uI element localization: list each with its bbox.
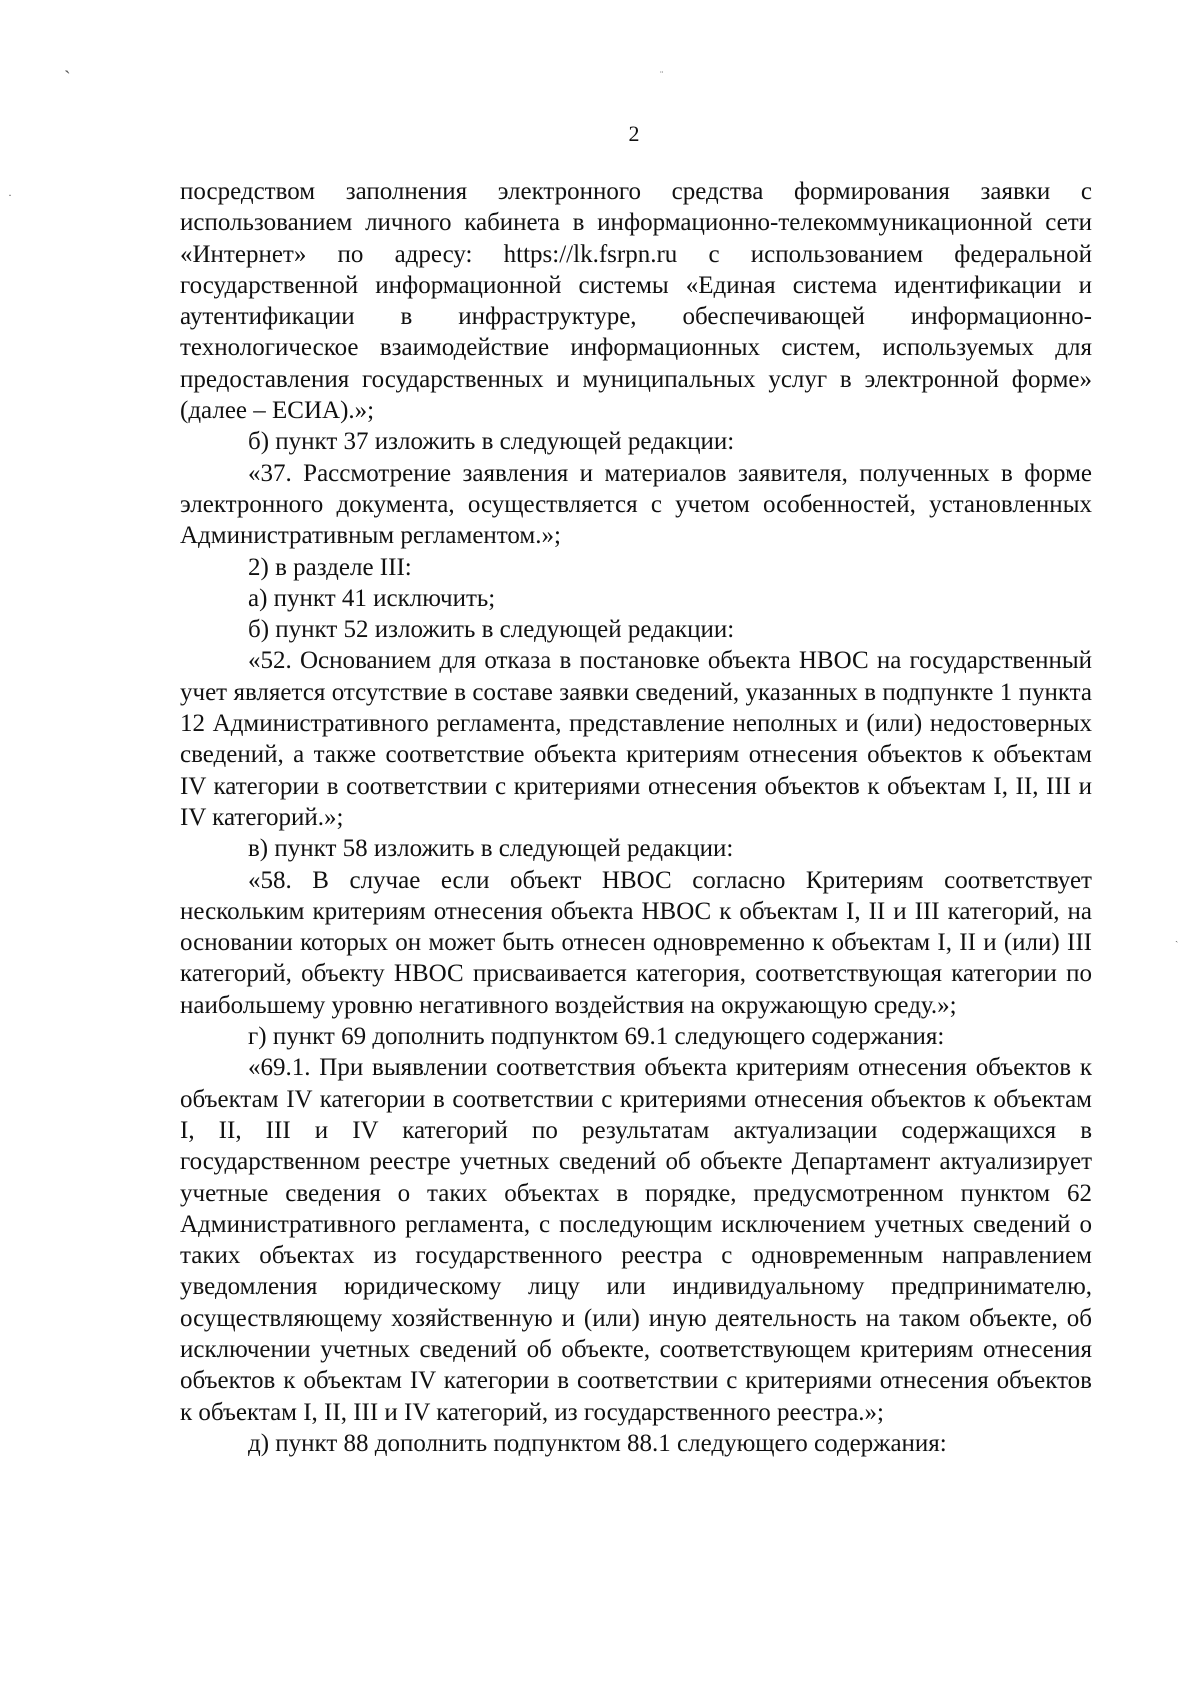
- document-body: [180, 176, 1092, 1459]
- scan-mark: ˎ: [1175, 932, 1179, 943]
- paragraph-quote: «58. В случае если объект НВОС согласно Критериям соответствует нескольким критериям отнесения объекта НВОС к объектам I, II и III категорий, на основании которых он может быть отнесен одновременно к объектам I, II и (или) III категорий, объекту НВОС присваивается категория, соответствующая категории по наибольшему уровню негативного воздействия на окружающую среду.»;: [180, 866, 1092, 1019]
- paragraph-item: 2) в разделе III:: [248, 553, 412, 581]
- page-number: 2: [628, 121, 640, 146]
- paragraph-intro: посредством заполнения электронного средства формирования заявки с использованием личного кабинета в информационно-телекоммуникационной сети «Интернет» по адресу: https://lk.fsrpn.ru с использованием федеральной государственной информационной системы «Единая система идентификации и аутентификации в инфраструктуре, обеспечивающей информационно-технологическое взаимодействие информационных систем, используемых для предоставления государственных и муниципальных услуг в электронной форме» (далее – ЕСИА).»;: [180, 178, 1092, 425]
- paragraph-item: г) пункт 69 дополнить подпунктом 69.1 следующего содержания:: [248, 1023, 945, 1051]
- paragraph-quote: «69.1. При выявлении соответствия объекта критериям отнесения объектов к объектам IV категории в соответствии с критериями отнесения объектов к объектам I, II, III и IV категорий по результатам актуализации содержащихся в государственном реестре учетных сведений об объекте Департамент актуализирует учетные сведения о таких объектах в порядке, предусмотренном пунктом 62 Административного регламента, с последующим исключением учетных сведений о таких объектах из государственного реестра с одновременным направлением уведомления юридическому лицу или индивидуальному предпринимателю, осуществляющему хозяйственную и (или) иную деятельность на таком объекте, об исключении учетных сведений об объекте, соответствующем критериям отнесения объектов к объектам IV категории в соответствии с критериями отнесения объектов к объектам I, II, III и IV категорий, из государственного реестра.»;: [180, 1054, 1092, 1426]
- paragraph-quote: «37. Рассмотрение заявления и материалов заявителя, полученных в форме электронного документа, осуществляется с учетом особенностей, установленных Административным регламентом.»;: [180, 459, 1092, 550]
- paragraph-item: д) пункт 88 дополнить подпунктом 88.1 следующего содержания:: [248, 1429, 947, 1457]
- paragraph-item: б) пункт 37 изложить в следующей редакции:: [248, 428, 735, 456]
- scan-mark: ¨: [660, 70, 664, 81]
- paragraph-item: а) пункт 41 исключить;: [248, 584, 496, 612]
- paragraph-item: б) пункт 52 изложить в следующей редакции:: [248, 616, 735, 644]
- scan-mark: ·: [8, 188, 12, 202]
- scan-mark: ˏ: [64, 52, 71, 74]
- paragraph-quote: «52. Основанием для отказа в постановке объекта НВОС на государственный учет является отсутствие в составе заявки сведений, указанных в подпункте 1 пункта 12 Административного регламента, представление неполных и (или) недостоверных сведений, а также соответствие объекта критериям отнесения объектов к объектам IV категории в соответствии с критериями отнесения объектов к объектам I, II, III и IV категорий.»;: [180, 647, 1092, 831]
- paragraph-item: в) пункт 58 изложить в следующей редакции:: [248, 835, 734, 863]
